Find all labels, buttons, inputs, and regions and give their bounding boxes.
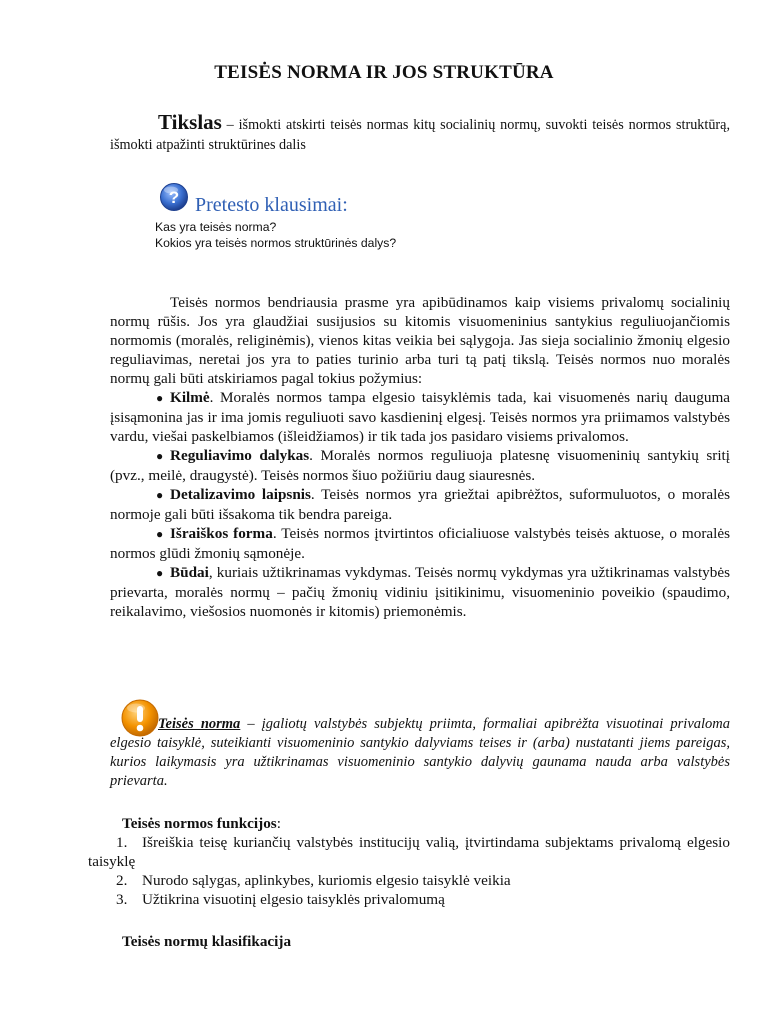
feature-text: . Moralės normos tampa elgesio taisyklėmis tada, kai visuomenės narių dauguma įsisąmonina jas ir ima jomis reguliuoti savo kasdieninį elgesį. Teisės normos yra priimamos valstybės vardu, viešai paskelbiamos (išleidžiamos) ir tik tada jos pasidaro visiems privalomos. [110, 389, 730, 445]
function-text: Išreiškia teisę kuriančių valstybės institucijų valią, įtvirtindama subjektams privalomą elgesio taisyklę [88, 834, 730, 870]
bullet-icon: ● [156, 527, 164, 541]
function-item [88, 871, 730, 890]
function-item [88, 833, 730, 871]
feature-term: Būdai [170, 564, 209, 581]
function-item [88, 890, 730, 909]
pretest-question: Kokios yra teisės normos struktūrinės dalys? [155, 236, 397, 250]
feature-term: Reguliavimo dalykas [170, 447, 310, 464]
pretest-title: Pretesto klausimai: [195, 194, 348, 216]
feature-item-origin [110, 388, 730, 446]
pretest-question: Kas yra teisės norma? [155, 220, 277, 234]
main-text [110, 293, 730, 621]
functions-heading: Teisės normos funkcijos [122, 815, 277, 832]
feature-text: . Teisės normos įtvirtintos oficialiuose valstybės teisės aktuose, o moralės normos glūdi žmonių sąmonėje. [110, 525, 731, 562]
definition-text: – įgaliotų valstybės subjektų priimta, formaliai apibrėžta visuotinai privaloma elgesio taisyklė, suteikianti visuomeninio santykio dalyviams teises ir (arba) nustatanti jiems pareigas, kurios laikymasis yra užtikrinamas visuomeninio santykio dalyvių gaunama nauda arba valstybės prievarta. [110, 716, 731, 789]
svg-text:?: ? [168, 188, 180, 207]
bullet-icon: ● [156, 449, 164, 463]
question-mark-icon [159, 182, 189, 212]
bullet-icon: ● [156, 566, 164, 580]
function-text: Užtikrina visuotinį elgesio taisyklės privalomumą [142, 891, 445, 908]
function-number: 1. [116, 834, 128, 851]
feature-term: Kilmė [170, 389, 210, 406]
functions-section [88, 814, 730, 909]
feature-term: Detalizavimo laipsnis [170, 486, 311, 503]
feature-item-subject [110, 446, 730, 485]
definition-term: Teisės norma [158, 716, 241, 732]
feature-term: Išraiškos forma [170, 525, 273, 542]
goal-paragraph [110, 112, 730, 155]
definition-paragraph [110, 715, 730, 791]
feature-item-means [110, 563, 730, 621]
function-number: 3. [116, 891, 128, 908]
classification-heading: Teisės normų klasifikacija [122, 933, 292, 950]
feature-text: . Teisės normos yra griežtai apibrėžtos, suformuluotos, o moralės normoje gali būti išsakoma tik bendra pareiga. [110, 486, 730, 523]
functions-colon: : [276, 815, 281, 832]
feature-item-detail [110, 485, 730, 524]
intro-paragraph: Teisės normos bendriausia prasme yra apibūdinamos kaip visiems privalomų socialinių normų rūšis. Jos yra glaudžiai susijusios su kitomis visuomeninius santykius reguliuojančiomis normomis (moralės, religinėmis), vienos kitas veikia bei sąlygoja. Jas sieja socialinio žmonių elgesio reguliavimas, neretai jos yra to paties turinio arba turi tą patį tikslą. Teisės normos nuo moralės normų gali būti atskiriamos pagal tokius požymius: [110, 294, 730, 387]
page-title: TEISĖS NORMA IR JOS STRUKTŪRA [214, 62, 554, 83]
bullet-icon: ● [156, 391, 164, 405]
feature-text: . Moralės normos reguliuoja platesnę visuomeninių santykių sritį (pvz., meilė, draugystė). Teisės normos šiuo požiūriu daug siauresnės. [110, 447, 730, 484]
function-number: 2. [116, 872, 128, 889]
bullet-icon: ● [156, 488, 164, 502]
goal-text: – išmokti atskirti teisės normas kitų socialinių normų, suvokti teisės normos struktūrą, išmokti atpažinti struktūrines dalis [110, 117, 730, 153]
feature-text: , kuriais užtikrinamas vykdymas. Teisės normų vykdymas yra užtikrinamas valstybės prievarta, moralės normų – pačių žmonių vidiniu įsitikinimu, visuomeninio poveikio (spaudimo, reikalavimo, viešosios nuomonės ir kitomis) priemonėmis. [110, 564, 730, 620]
goal-label: Tikslas [158, 110, 222, 134]
function-text: Nurodo sąlygas, aplinkybes, kuriomis elgesio taisyklė veikia [142, 872, 511, 889]
feature-item-form [110, 524, 730, 563]
pretest-questions [155, 219, 396, 251]
functions-heading-line [88, 814, 730, 833]
